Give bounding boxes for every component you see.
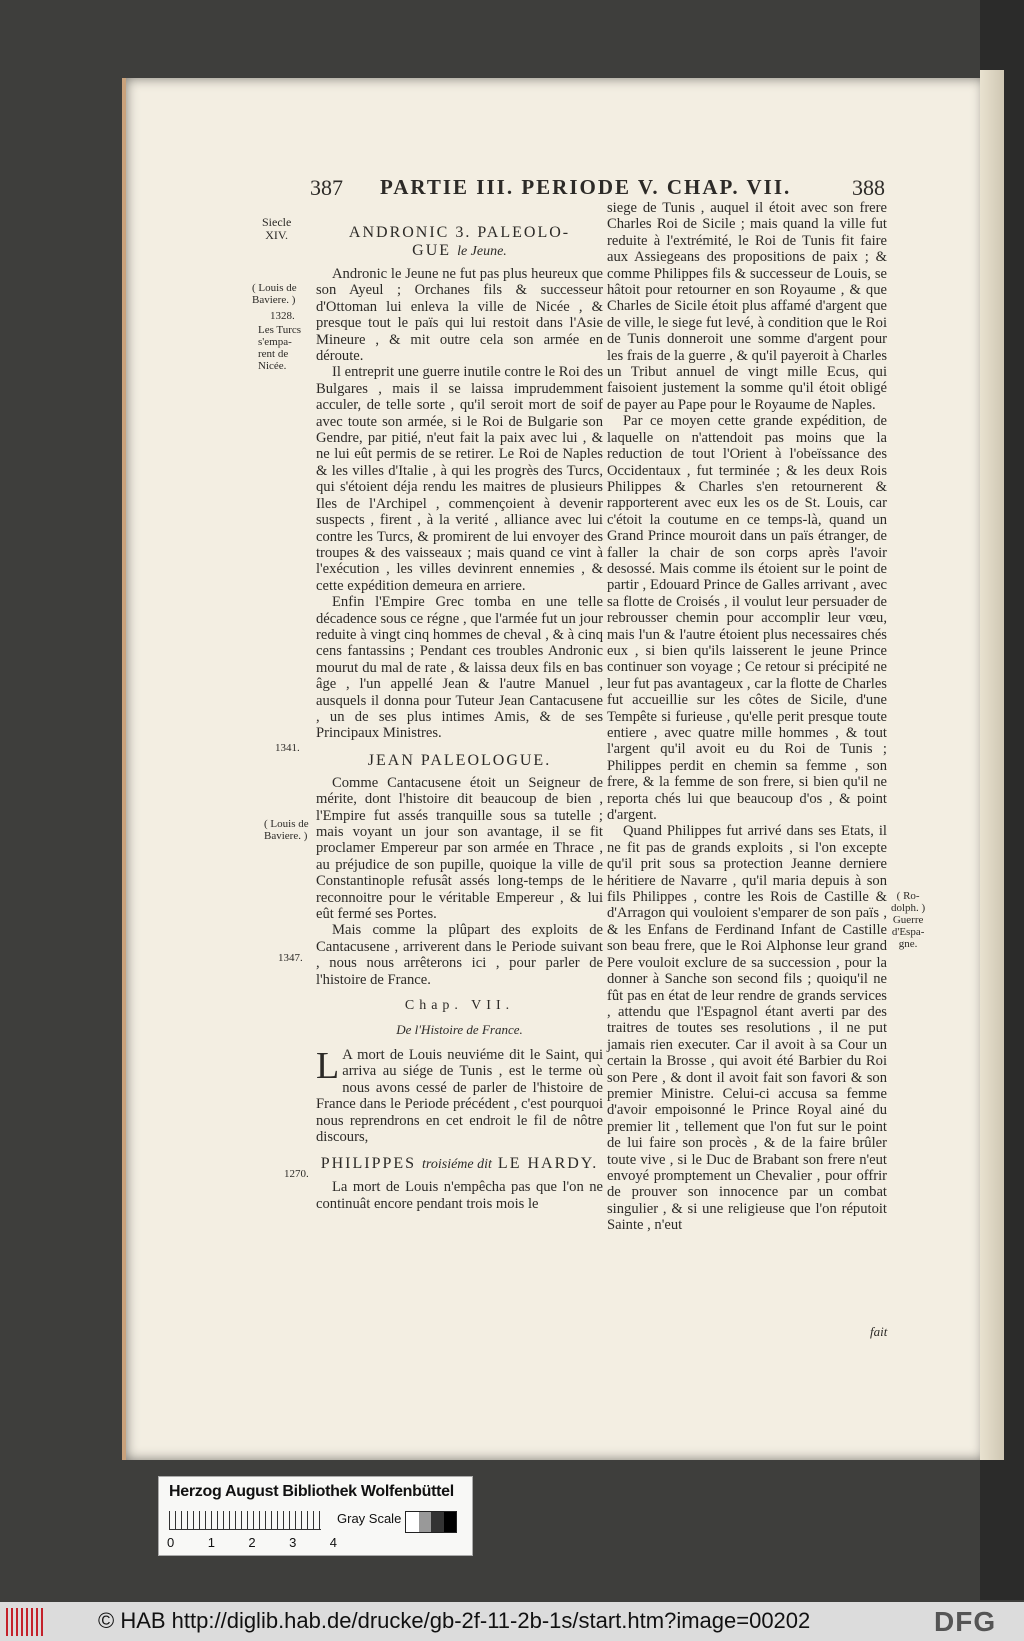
margin-line: ( Ro- [896, 890, 920, 902]
drop-cap: L [316, 1044, 340, 1087]
paragraph-text: A mort de Louis neuviéme dit le Saint, qui arriva au siége de Tunis , est le terme où nous avons cessé de parler de l'histoire de France dans le Periode précédent , c'est pourquoi nous reprendrons en cet endroit le fil de nôtre discours, [316, 1046, 603, 1145]
margin-line: d'Espa- [891, 926, 925, 938]
swatch-gray [419, 1512, 432, 1532]
ruler-number: 1 [207, 1535, 215, 1550]
margin-note-louis-2 [264, 818, 309, 842]
heading-andronic-line1: ANDRONIC 3. PALEOLO- [348, 224, 571, 241]
right-column [607, 200, 887, 1234]
margin-line: s'empa- [258, 336, 292, 348]
catchword: fait [870, 1324, 888, 1339]
chapter-subtitle: De l'Histoire de France. [396, 1022, 523, 1038]
grayscale-swatches [405, 1511, 457, 1533]
margin-year-1328: 1328. [270, 310, 295, 322]
ruler-numbers [167, 1535, 337, 1550]
margin-siecle-number: XIV. [265, 228, 289, 242]
scale-ruler [169, 1511, 321, 1530]
heading-philippes-epithet: troisiéme dit [422, 1157, 492, 1173]
margin-year-1347: 1347. [278, 952, 303, 964]
margin-line: Les Turcs [258, 324, 302, 336]
paragraph: Quand Philippes fut arrivé dans ses Etats, il ne fit pas de grands exploits , si l'on excepte qu'il prit sous sa protection Jeanne derniere héritiere de Navarre , qu'il maria depuis à son fils Philippes , contre les Rois de Castille & d'Arragon qui vouloient s'emparer de son païs , & les Enfans de Ferdinand Infant de Castille son beau frere, que le Roi Alphonse leur grand Pere vouloit exclure de sa succession , pour la donner à Sanche son second fils ; quoiqu'il ne fût pas en état de leur rendre de grands services , attendu que l'Espagnol étant averti par des traitres de toutes ses resolutions , il ne put jamais rien executer. Car il avoit à sa Cour un certain la Brosse , qui avoit été Barbier du Roi son Pere , & dont il avoit fait son favori & son premier Ministre. Celui-ci accusa sa femme d'avoir empoisonné le Prince Royal ainé du premier lit , tellement que l'on fut sur le point de lui faire son procès , & de la faire brûler toute vive , si le Duc de Brabant son frere n'eut envoyé promptement un Chevalier , pour offrir de prouver son innocence par un combat singulier , & si une religieuse que l'on réputoit Sainte , n'eut [607, 823, 887, 1234]
paragraph: Par ce moyen cette grande expédition, de laquelle on n'attendoit pas moins que la reduction de tout l'Orient à l'obeïssance des Occidentaux , fut terminée ; & les deux Rois Philippes & Charles s'en retournerent & rapporterent avec eux les os de St. Louis, car c'étoit la coutume en ce temps-là, quand un Grand Prince mouroit dans un païs étranger, de faller la chair de son corps après l'avoir desossé. Mais comme ils étoient sur le point de partir , Edouard Prince de Galles arrivant , avec sa flotte de Croisés , il voulut leur persuader de rebrousser chemin pour accomplir leur vœu, mais l'un & l'autre étoient plus necessaires chés eux , si bien qu'ils laisserent le jeune Prince continuer son voyage ; Ce retour si précipité ne leur fut pas avantageux , car la flotte de Charles fut accueillie sur les côtes de Sicile, d'une Tempête si furieuse , qu'elle perit presque toute entiere , avec quatre mille hommes , & tout l'argent qu'il avoit eu du Roi de Tunis ; Philippes perdit en chemin sa femme , son frere, & la femme de son frere, si bien qu'il ne reporta chés lui que beaucoup d'os , & point d'argent. [607, 413, 887, 824]
hab-logo-icon [6, 1608, 46, 1636]
page-number-right: 388 [852, 175, 885, 200]
paragraph: Enfin l'Empire Grec tomba en une telle décadence sous ce régne , que l'armée fut un jour reduite à vingt cinq hommes de cheval , & à cinq cens fantassins ; Pendant ces troubles Andronic mourut du mal de rate , & laissa deux fils en bas âge , l'un appellé Jean & l'autre Manuel , ausquels il donna pour Tuteur Jean Cantacusene , un de ses plus intimes Amis, & de ses Principaux Ministres. [316, 594, 603, 742]
dfg-logo: DFG [934, 1606, 997, 1637]
ruler-number: 4 [329, 1535, 337, 1550]
margin-line: ( Louis de [252, 282, 297, 294]
ruler-number: 0 [167, 1535, 175, 1550]
margin-line: Guerre [892, 914, 924, 926]
margin-line: Baviere. ) [252, 294, 296, 306]
page-number-left: 387 [310, 175, 343, 200]
margin-line: dolph. ) [891, 902, 926, 914]
margin-line: ( Louis de [264, 818, 309, 830]
heading-andronic [316, 224, 603, 261]
margin-line: Baviere. ) [264, 830, 308, 842]
margin-note-turcs [258, 324, 301, 372]
left-column [316, 224, 603, 1212]
margin-note-louis-1 [252, 282, 297, 306]
heading-andronic-subtitle: le Jeune. [457, 244, 507, 259]
chapter-heading: Chap. VII. [404, 998, 515, 1014]
margin-line: gne. [898, 938, 918, 950]
running-title: PARTIE III. PERIODE V. CHAP. VII. [380, 175, 792, 199]
heading-philippes-name: PHILIPPES [320, 1155, 417, 1173]
source-url[interactable]: © HAB http://diglib.hab.de/drucke/gb-2f-11-2b-1s/start.htm?image=00202 [98, 1608, 811, 1633]
margin-line: rent de [258, 348, 289, 360]
footer-bar [0, 1602, 1024, 1641]
swatch-white [406, 1512, 419, 1532]
page-edge [980, 70, 1004, 1460]
margin-year-1270: 1270. [284, 1168, 309, 1180]
margin-year-1341: 1341. [275, 742, 300, 754]
paragraph: Comme Cantacusene étoit un Seigneur de mérite, dont l'histoire dit beaucoup de bien , l'Empire fut assés tranquille sous sa tutelle ; mais voyant un jour son avantage, il se fit proclamer Empereur par son armée en Thrace , au préjudice de son pupille, quoique la ville de Constantinople refusât assés long-temps de le reconnoitre pour le véritable Empereur , & lui eût fermé ses Portes. [316, 774, 603, 923]
grayscale-label: Gray Scale [337, 1511, 402, 1526]
paragraph: La mort de Louis n'empêcha pas que l'on ne continuât encore pendant trois mois le [316, 1179, 603, 1212]
swatch-dark [431, 1512, 444, 1532]
margin-siecle-label: Siecle [262, 215, 292, 229]
ruler-number: 2 [248, 1535, 256, 1550]
paragraph-with-dropcap [316, 1044, 603, 1145]
paragraph: Il entreprit une guerre inutile contre le Roi des Bulgares , mais il se laissa imprudemment acculer, de telle sorte , qu'il seroit mort de soif avec toute son armée, si le Roi de Bulgarie son Gendre, par pitié, n'eut fait la paix avec lui , & ne lui eût permis de se retirer. Le Roi de Naples & les villes d'Italie , à qui les progrès des Turcs, qui s'étoient déja rendu les maitres de plusieurs Iles de l'Archipel , commençoient à devenir suspects , firent , à la verité , alliance avec lui contre les Turcs, & promirent de lui envoyer des troupes & des vaisseaux ; mais quand ce vint à l'exécution , les villes devinrent ennemies , & cette expédition demeura en arriere. [316, 364, 603, 594]
margin-line: Nicée. [258, 360, 287, 372]
margin-note-rodolph [891, 890, 925, 950]
heading-philippes [316, 1155, 603, 1174]
heading-andronic-line2: GUE [412, 242, 452, 259]
paragraph: Mais comme la plûpart des exploits de Cantacusene , arriverent dans le Periode suivant , nous nous arrêterons ici , pour parler de l'histoire de France. [316, 922, 603, 988]
margin-siecle [262, 216, 291, 242]
paragraph: siege de Tunis , auquel il étoit avec son frere Charles Roi de Sicile ; mais quand la ville fut reduite à l'extrémité, le Roi de Tunis fit faire aux Assiegeans des propositions de paix ; & comme Philippes fils & successeur de Louis, se hâtoit pour retourner en son Royaume , & que Charles de Sicile étoit plus affamé d'argent que de ville, le siege fut levé, à condition que le Roi de Tunis donneroit une somme d'argent pour les frais de la guerre , & qu'il payeroit à Charles un Tribut annuel de vingt mille Ecus, qui faisoient justement la somme qu'il étoit obligé de payer au Pape pour le Royaume de Naples. [607, 200, 887, 413]
ruler-number: 3 [289, 1535, 297, 1550]
heading-jean-paleologue: JEAN PALEOLOGUE. [367, 751, 552, 769]
library-name: Herzog August Bibliothek Wolfenbüttel [169, 1483, 454, 1500]
heading-philippes-surname: LE HARDY. [497, 1155, 599, 1173]
color-calibration-bar [158, 1476, 473, 1556]
paragraph: Andronic le Jeune ne fut pas plus heureux que son Ayeul ; Orchanes fils & successeur d'Ottoman lui enleva la ville de Nicée , & presque tout le païs qui lui restoit dans l'Asie Mineure , & mit outre cela son armée en déroute. [316, 266, 603, 365]
swatch-black [444, 1512, 457, 1532]
